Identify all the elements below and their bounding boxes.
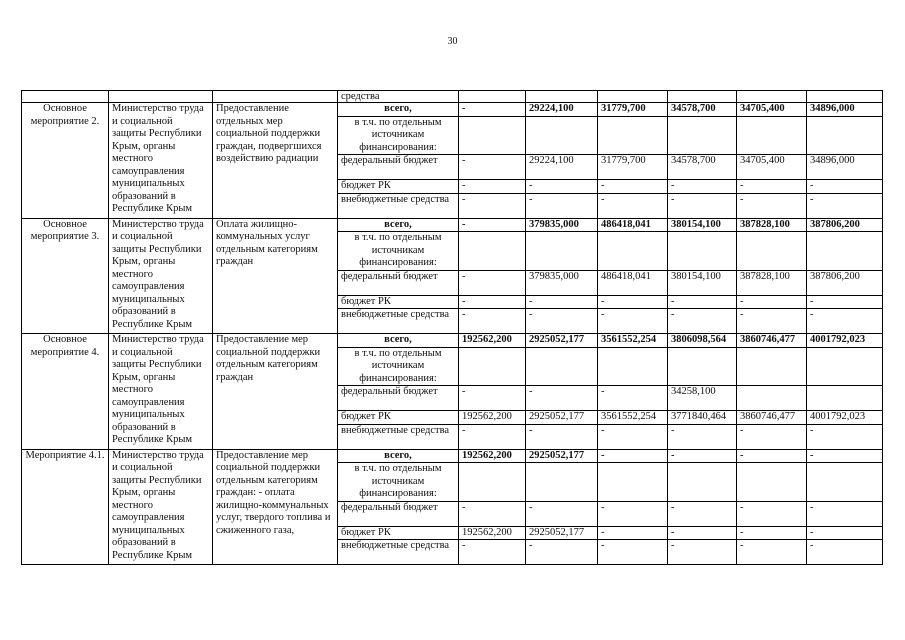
amount-cell: - xyxy=(598,540,668,565)
executor-cell: Министерство труда и социальной защиты Республики Крым, органы местного самоуправления муниципальных образований в Республике Крым xyxy=(109,449,213,565)
amount-cell: - xyxy=(668,309,737,334)
funding-source-cell: федеральный бюджет xyxy=(338,386,459,411)
amount-cell: - xyxy=(807,526,883,540)
amount-cell: - xyxy=(598,193,668,218)
amount-cell: - xyxy=(807,424,883,449)
amount-cell: - xyxy=(526,424,598,449)
amount-cell: - xyxy=(459,218,526,232)
table-row xyxy=(22,218,883,232)
amount-cell: - xyxy=(737,180,807,194)
amount-cell: 379835,000 xyxy=(526,218,598,232)
amount-cell: - xyxy=(526,386,598,411)
amount-cell xyxy=(807,386,883,411)
funding-source-cell: бюджет РК xyxy=(338,295,459,309)
empty-cell xyxy=(526,91,598,103)
amount-cell: - xyxy=(807,295,883,309)
empty-cell xyxy=(668,91,737,103)
amount-cell xyxy=(526,463,598,502)
table-row xyxy=(22,449,883,463)
measure-cell: Основное мероприятие 3. xyxy=(22,218,109,334)
continuation-label: средства xyxy=(338,91,459,103)
measure-cell: Основное мероприятие 2. xyxy=(22,103,109,219)
amount-cell: - xyxy=(668,540,737,565)
amount-cell xyxy=(737,386,807,411)
amount-cell: 3860746,477 xyxy=(737,411,807,425)
measure-cell: Мероприятие 4.1. xyxy=(22,449,109,565)
description-cell: Оплата жилищно-коммунальных услуг отдельным категориям граждан xyxy=(213,218,338,334)
amount-cell: - xyxy=(807,449,883,463)
amount-cell xyxy=(459,116,526,155)
amount-cell: - xyxy=(668,295,737,309)
amount-cell: - xyxy=(526,295,598,309)
amount-cell: 3561552,254 xyxy=(598,334,668,348)
funding-source-cell: в т.ч. по отдельным источникам финансирования: xyxy=(338,463,459,502)
amount-cell xyxy=(668,347,737,386)
measure-cell: Основное мероприятие 4. xyxy=(22,334,109,450)
amount-cell: - xyxy=(526,501,598,526)
executor-cell: Министерство труда и социальной защиты Республики Крым, органы местного самоуправления муниципальных образований в Республике Крым xyxy=(109,103,213,219)
funding-source-cell: внебюджетные средства xyxy=(338,540,459,565)
amount-cell: - xyxy=(598,501,668,526)
funding-source-cell: всего, xyxy=(338,218,459,232)
amount-cell xyxy=(807,347,883,386)
funding-source-cell: федеральный бюджет xyxy=(338,270,459,295)
budget-table xyxy=(21,90,883,565)
amount-cell: - xyxy=(526,193,598,218)
amount-cell: 192562,200 xyxy=(459,449,526,463)
amount-cell: - xyxy=(668,526,737,540)
description-cell: Предоставление мер социальной поддержки отдельным категориям граждан: - оплата жилищно-коммунальных услуг, твердого топлива и сжиженного газа, xyxy=(213,449,338,565)
amount-cell: - xyxy=(668,193,737,218)
empty-cell xyxy=(109,91,213,103)
amount-cell: - xyxy=(668,424,737,449)
amount-cell: 34578,700 xyxy=(668,103,737,117)
amount-cell: 387806,200 xyxy=(807,218,883,232)
funding-source-cell: федеральный бюджет xyxy=(338,155,459,180)
amount-cell: 3806098,564 xyxy=(668,334,737,348)
amount-cell xyxy=(459,232,526,271)
amount-cell: 192562,200 xyxy=(459,334,526,348)
amount-cell: 387828,100 xyxy=(737,270,807,295)
amount-cell: 387828,100 xyxy=(737,218,807,232)
continuation-row xyxy=(22,91,883,103)
amount-cell: - xyxy=(459,386,526,411)
funding-source-cell: всего, xyxy=(338,449,459,463)
amount-cell: - xyxy=(598,526,668,540)
amount-cell: - xyxy=(526,540,598,565)
amount-cell: - xyxy=(807,501,883,526)
amount-cell: - xyxy=(459,155,526,180)
amount-cell: - xyxy=(459,424,526,449)
amount-cell: - xyxy=(459,501,526,526)
amount-cell: 2925052,177 xyxy=(526,526,598,540)
amount-cell: 192562,200 xyxy=(459,411,526,425)
empty-cell xyxy=(22,91,109,103)
amount-cell xyxy=(526,347,598,386)
amount-cell: 486418,041 xyxy=(598,270,668,295)
amount-cell: - xyxy=(737,449,807,463)
empty-cell xyxy=(598,91,668,103)
funding-source-cell: внебюджетные средства xyxy=(338,309,459,334)
amount-cell xyxy=(598,116,668,155)
amount-cell: - xyxy=(668,501,737,526)
amount-cell: 3860746,477 xyxy=(737,334,807,348)
amount-cell: 2925052,177 xyxy=(526,411,598,425)
amount-cell: - xyxy=(737,540,807,565)
amount-cell: 192562,200 xyxy=(459,526,526,540)
amount-cell xyxy=(459,347,526,386)
funding-source-cell: в т.ч. по отдельным источникам финансирования: xyxy=(338,116,459,155)
amount-cell xyxy=(668,232,737,271)
amount-cell: - xyxy=(598,295,668,309)
amount-cell: 34705,400 xyxy=(737,103,807,117)
table-row xyxy=(22,334,883,348)
amount-cell: - xyxy=(807,540,883,565)
funding-source-cell: в т.ч. по отдельным источникам финансирования: xyxy=(338,347,459,386)
amount-cell xyxy=(598,232,668,271)
amount-cell: - xyxy=(737,424,807,449)
amount-cell: - xyxy=(526,309,598,334)
page-number: 30 xyxy=(447,36,458,47)
amount-cell: - xyxy=(598,386,668,411)
amount-cell: - xyxy=(459,270,526,295)
amount-cell: 380154,100 xyxy=(668,270,737,295)
amount-cell: - xyxy=(598,309,668,334)
amount-cell: - xyxy=(668,449,737,463)
amount-cell: 29224,100 xyxy=(526,155,598,180)
amount-cell: - xyxy=(598,449,668,463)
amount-cell: - xyxy=(459,540,526,565)
empty-cell xyxy=(737,91,807,103)
executor-cell: Министерство труда и социальной защиты Республики Крым, органы местного самоуправления муниципальных образований в Республике Крым xyxy=(109,334,213,450)
amount-cell: 379835,000 xyxy=(526,270,598,295)
amount-cell: - xyxy=(459,309,526,334)
funding-source-cell: бюджет РК xyxy=(338,180,459,194)
executor-cell: Министерство труда и социальной защиты Республики Крым, органы местного самоуправления муниципальных образований в Республике Крым xyxy=(109,218,213,334)
amount-cell: 34705,400 xyxy=(737,155,807,180)
amount-cell: - xyxy=(668,180,737,194)
amount-cell: 29224,100 xyxy=(526,103,598,117)
amount-cell: - xyxy=(807,193,883,218)
funding-source-cell: в т.ч. по отдельным источникам финансирования: xyxy=(338,232,459,271)
amount-cell: 2925052,177 xyxy=(526,334,598,348)
amount-cell xyxy=(737,116,807,155)
amount-cell: - xyxy=(737,309,807,334)
amount-cell: 2925052,177 xyxy=(526,449,598,463)
amount-cell: 34896,000 xyxy=(807,103,883,117)
amount-cell: - xyxy=(459,103,526,117)
funding-source-cell: всего, xyxy=(338,334,459,348)
amount-cell xyxy=(807,116,883,155)
funding-source-cell: федеральный бюджет xyxy=(338,501,459,526)
amount-cell xyxy=(526,116,598,155)
amount-cell: 31779,700 xyxy=(598,103,668,117)
amount-cell xyxy=(737,463,807,502)
amount-cell xyxy=(668,116,737,155)
amount-cell: 486418,041 xyxy=(598,218,668,232)
funding-source-cell: внебюджетные средства xyxy=(338,193,459,218)
funding-source-cell: внебюджетные средства xyxy=(338,424,459,449)
empty-cell xyxy=(213,91,338,103)
amount-cell: 34896,000 xyxy=(807,155,883,180)
amount-cell: - xyxy=(598,180,668,194)
amount-cell: 4001792,023 xyxy=(807,411,883,425)
amount-cell: - xyxy=(737,526,807,540)
funding-source-cell: бюджет РК xyxy=(338,526,459,540)
amount-cell: 380154,100 xyxy=(668,218,737,232)
amount-cell xyxy=(668,463,737,502)
empty-cell xyxy=(459,91,526,103)
description-cell: Предоставление отдельных мер социальной поддержки граждан, подвергшихся воздействию радиации xyxy=(213,103,338,219)
funding-source-cell: всего, xyxy=(338,103,459,117)
funding-source-cell: бюджет РК xyxy=(338,411,459,425)
amount-cell: 3561552,254 xyxy=(598,411,668,425)
amount-cell: - xyxy=(737,501,807,526)
amount-cell: - xyxy=(459,193,526,218)
amount-cell: - xyxy=(737,193,807,218)
amount-cell: - xyxy=(459,295,526,309)
amount-cell xyxy=(737,232,807,271)
amount-cell: - xyxy=(737,295,807,309)
description-cell: Предоставление мер социальной поддержки отдельным категориям граждан xyxy=(213,334,338,450)
amount-cell xyxy=(807,463,883,502)
amount-cell: - xyxy=(526,180,598,194)
amount-cell: - xyxy=(807,309,883,334)
amount-cell xyxy=(459,463,526,502)
amount-cell: 34578,700 xyxy=(668,155,737,180)
amount-cell: 4001792,023 xyxy=(807,334,883,348)
table-row xyxy=(22,103,883,117)
empty-cell xyxy=(807,91,883,103)
amount-cell: - xyxy=(598,424,668,449)
amount-cell xyxy=(598,463,668,502)
amount-cell: - xyxy=(459,180,526,194)
amount-cell: 31779,700 xyxy=(598,155,668,180)
amount-cell: 34258,100 xyxy=(668,386,737,411)
amount-cell: 387806,200 xyxy=(807,270,883,295)
amount-cell xyxy=(737,347,807,386)
amount-cell xyxy=(807,232,883,271)
amount-cell xyxy=(526,232,598,271)
amount-cell: 3771840,464 xyxy=(668,411,737,425)
amount-cell: - xyxy=(807,180,883,194)
amount-cell xyxy=(598,347,668,386)
